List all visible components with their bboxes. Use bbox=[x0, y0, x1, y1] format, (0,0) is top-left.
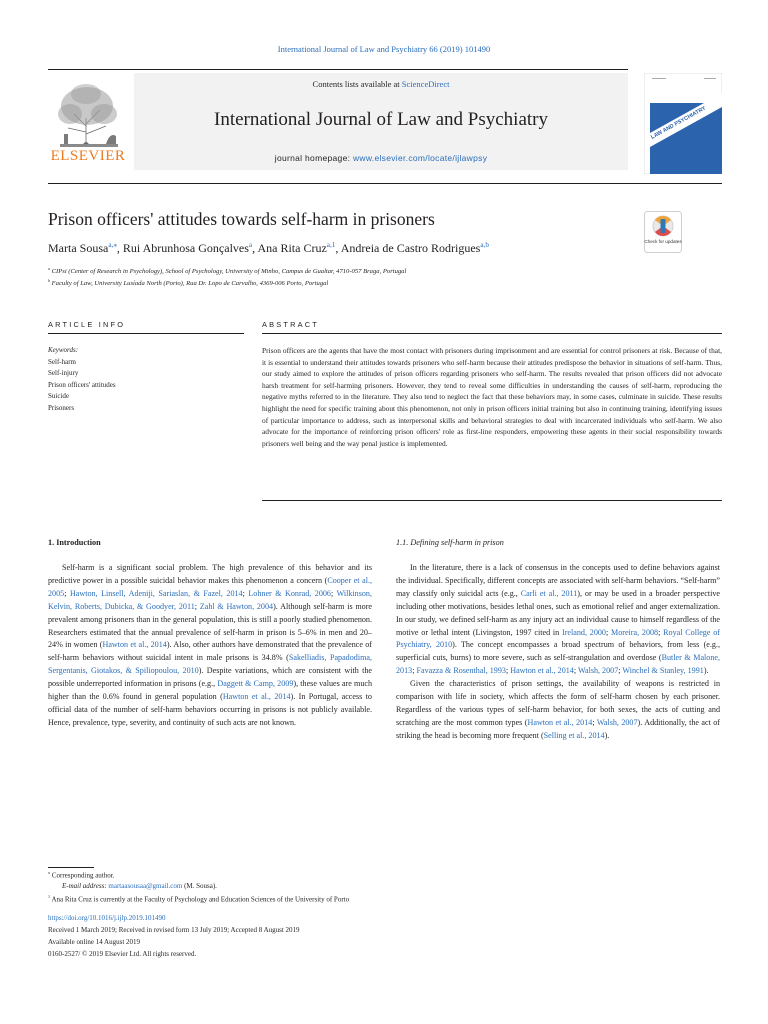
citation-link[interactable]: Hawton et al., 2014 bbox=[510, 666, 574, 676]
body-text: Self-harm is a significant social problem. The high prevalence of this behavior and its predictive power in a possible suicidal behavior makes this phenomenon a concern ( bbox=[48, 563, 372, 585]
affiliation-a bbox=[48, 266, 406, 275]
cover-title: LAW AND PSYCHIATRY bbox=[650, 105, 708, 141]
abstract-heading: ABSTRACT bbox=[262, 320, 320, 329]
footnote-rule bbox=[48, 867, 94, 868]
journal-cover-image[interactable] bbox=[644, 73, 722, 174]
email-label: E-mail address: bbox=[62, 882, 109, 890]
footnote-mark: 1 bbox=[48, 894, 51, 899]
body-text: ). bbox=[703, 666, 709, 676]
body-text: ). Despite variations, which are consistent with the possible underreported information in prisons (e.g., bbox=[48, 666, 373, 689]
author-name: Marta Sousa bbox=[48, 241, 109, 255]
article-info-heading: ARTICLE INFO bbox=[48, 320, 126, 329]
journal-title: International Journal of Law and Psychiatry bbox=[214, 109, 548, 130]
citation-link[interactable]: Hawton et al., 2014 bbox=[222, 692, 291, 702]
homepage-link[interactable]: www.elsevier.com/locate/ijlawpsy bbox=[352, 153, 488, 163]
paragraph bbox=[48, 562, 372, 730]
publisher-name: ELSEVIER bbox=[50, 148, 126, 164]
citation-link[interactable]: Ireland, 2000 bbox=[562, 627, 606, 637]
abstract-text: Prison officers are the agents that have the most contact with prisoners during imprisonment and are essential for control prisoners at risk. Because of that, it is essential to understand their attitudes towards prisoners who self-harm because their attitudes predispose the behavior in situations of self-harm. Thus, our study aimed to explore the attitudes of prison officers regarding prisoners who self-harm. The results revealed that prison officers did not advocate harsh treatment for self-harming prisoners. However, they tend to reveal some difficulties in understanding the causes of self-harm, reproducing the negative myths referred to in the literature. They also tend to neglect the fact that these behaviors may, in some cases, culminate in suicide. These results highlight the need for specific training about this phenomenon, not only in prison officers initial training but also in continuing training, identifying issues of particular importance to address, such as interpersonal skills and behavioral strategies to deal with incarcerated individuals who self-harm. We also advocate for the importance of reinforcing prison officers' role as first-line responders, empowering these agents in their social responsibility towards prisoners well being and the way penal justice is implemented. bbox=[262, 346, 722, 448]
body-text: ). bbox=[604, 730, 610, 740]
article-history: Received 1 March 2019; Received in revised form 13 July 2019; Accepted 8 August 2019 bbox=[48, 926, 300, 934]
citation-link[interactable]: Carli et al., 2011 bbox=[520, 588, 578, 598]
body-text: ), these values are much higher than the 0.6% found in general population ( bbox=[48, 679, 373, 702]
body-text: ; bbox=[64, 588, 70, 598]
body-text: ; bbox=[573, 666, 578, 676]
citation-link[interactable]: Hawton, Linsell, Adeniji, Sariaslan, & Fazel, 2014 bbox=[69, 588, 243, 598]
body-text: ). Although self-harm is more prevalent among prisoners than in the general population, this is still a poorly studied phenomenon. Researchers estimated that the annual prevalence of self-harm in prison is 5–6% in men and 20–24% in women ( bbox=[48, 601, 373, 650]
abstract-rule bbox=[262, 333, 722, 334]
author-name: Rui Abrunhosa Gonçalves bbox=[122, 241, 249, 255]
body-text: ), or may be used in a broader perspective including other motivations, besides lethal ones, such as emotional relief and anger externalization. In our study, we defined self-harm as any injury act an individual cause to himself regardless of the motive or lethal intent (Livingston, 1997 cited in bbox=[396, 588, 720, 637]
journal-citation-link[interactable]: International Journal of Law and Psychiatry 66 (2019) 101490 bbox=[277, 44, 491, 54]
paragraph bbox=[396, 678, 720, 743]
footnote-1 bbox=[48, 894, 349, 903]
footnote-mark: ⁎ bbox=[48, 870, 51, 875]
body-text: ). In Portugal, access to official data of the number of self-harm behaviors occurring in prisons is not publicly available. Hence, prevalence, type, severity, and continuity of such acts are not known. bbox=[48, 692, 372, 727]
subsection-body bbox=[396, 562, 720, 743]
citation-link[interactable]: Selling et al., 2014 bbox=[543, 730, 605, 740]
citation-link[interactable]: Moreira, 2008 bbox=[611, 627, 659, 637]
section-heading-introduction: 1. Introduction bbox=[48, 538, 101, 547]
citation-link[interactable]: Walsh, 2007 bbox=[577, 666, 619, 676]
author-name: Andreia de Castro Rodrigues bbox=[340, 241, 481, 255]
citation-link[interactable]: Walsh, 2007 bbox=[596, 717, 638, 727]
keyword-item: Prisoners bbox=[48, 403, 75, 412]
affiliation-label: b bbox=[48, 278, 50, 283]
citation-link[interactable]: Hawton et al., 2014 bbox=[527, 717, 593, 727]
citation-link[interactable]: Sakelliadis, Papadodima, Sergentanis, Giotakos, & Spiliopoulou, 2010 bbox=[48, 653, 372, 676]
body-text: ). Additionally, the act of striking the head is becoming more frequent ( bbox=[396, 717, 721, 740]
homepage-prefix: journal homepage: bbox=[274, 153, 353, 163]
available-online: Available online 14 August 2019 bbox=[48, 938, 141, 946]
keywords-label: Keywords: bbox=[48, 346, 79, 354]
keyword-item: Suicide bbox=[48, 392, 69, 401]
affiliation-b bbox=[48, 278, 328, 287]
body-text: In the literature, there is a lack of consensus in the concepts used to define behaviors against the individual. Specifically, different concepts are associated with self-harm behaviors. “Self-harm” may classify only suicidal acts (e.g., bbox=[396, 563, 720, 598]
body-text: ; bbox=[330, 588, 337, 598]
keyword-item: Prison officers' attitudes bbox=[48, 380, 116, 389]
body-text: ; bbox=[592, 717, 597, 727]
email-suffix: (M. Sousa). bbox=[182, 882, 217, 890]
contents-line bbox=[134, 79, 628, 89]
citation-link[interactable]: Zahl & Hawton, 2004 bbox=[199, 601, 274, 611]
keywords-block bbox=[48, 345, 116, 415]
body-text: ; bbox=[505, 666, 511, 676]
citation-link[interactable]: Hawton et al., 2014 bbox=[102, 640, 167, 650]
journal-homepage bbox=[134, 153, 628, 163]
doi-link[interactable]: https://doi.org/10.1016/j.ijlp.2019.101490 bbox=[48, 914, 166, 922]
footnote-email bbox=[62, 882, 217, 890]
citation-link[interactable]: Winchel & Stanley, 1991 bbox=[622, 666, 704, 676]
body-text: ; bbox=[242, 588, 249, 598]
paragraph bbox=[396, 562, 720, 678]
citation-link[interactable]: Wilkinson, Kelvin, Roberts, Dubicka, & Goodyer, 2011 bbox=[48, 588, 372, 611]
check-for-updates-label: Check for updates bbox=[644, 239, 682, 244]
body-text: ; bbox=[412, 666, 417, 676]
citation-link[interactable]: Favazza & Rosenthal, 1993 bbox=[416, 666, 506, 676]
keyword-item: Self-harm bbox=[48, 357, 76, 366]
citation-link[interactable]: Royal College of Psychiatry, 2010 bbox=[396, 627, 720, 650]
abstract-rule-bottom bbox=[262, 500, 722, 501]
footnote-text: Ana Rita Cruz is currently at the Faculty of Psychology and Education Sciences of the University of Porto bbox=[51, 895, 350, 904]
author-name: Ana Rita Cruz bbox=[257, 241, 327, 255]
author-affiliation-mark[interactable]: a,⁎ bbox=[108, 241, 117, 249]
footnote-text: Corresponding author. bbox=[51, 871, 115, 880]
body-text: ; bbox=[618, 666, 623, 676]
citation-link[interactable]: Butler & Malone, 2013 bbox=[396, 653, 721, 676]
body-text: ; bbox=[605, 627, 612, 637]
article-title: Prison officers' attitudes towards self-harm in prisoners bbox=[48, 209, 435, 229]
copyright: 0160-2527/ © 2019 Elsevier Ltd. All rights reserved. bbox=[48, 950, 197, 958]
check-for-updates-icon[interactable] bbox=[644, 211, 682, 253]
header-rule-bottom bbox=[48, 183, 722, 184]
author-list: Marta Sousa$^{a,⁎}$, Rui Abrunhosa Gonçalves$^a$, Ana Rita Cruz$^{a,1}$, Andreia de Castro Rodrigues$^{a,b}$ bbox=[48, 241, 489, 255]
citation-link[interactable]: Lohner & Konrad, 2006 bbox=[248, 588, 331, 598]
body-text: ; bbox=[194, 601, 200, 611]
subsection-heading-defining-self-harm: 1.1. Defining self-harm in prison bbox=[396, 538, 504, 547]
author-affiliation-mark[interactable]: a,1 bbox=[326, 241, 336, 249]
affiliation-text: CIPsi (Center of Research in Psychology), School of Psychology, University of Minho, Campus de Gualtar, 4710-057 Braga, Portugal bbox=[51, 268, 407, 276]
contents-prefix: Contents lists available at bbox=[312, 79, 402, 89]
footnote-corresponding bbox=[48, 870, 114, 879]
email-link[interactable]: martaasousaa@gmail.com bbox=[108, 882, 183, 890]
sciencedirect-link[interactable]: ScienceDirect bbox=[401, 79, 450, 89]
author-affiliation-mark[interactable]: a bbox=[248, 241, 253, 249]
introduction-body bbox=[48, 562, 372, 730]
citation-link[interactable]: Cooper et al., 2005 bbox=[48, 575, 372, 598]
header-rule-top bbox=[48, 69, 628, 70]
affiliation-text: Faculty of Law, University Lusíada North (Porto), Rua Dr. Lopo de Carvalho, 4369-006 Porto, Portugal bbox=[51, 280, 329, 288]
article-info-rule bbox=[48, 333, 244, 334]
citation-link[interactable]: Daggett & Camp, 2009 bbox=[217, 679, 294, 689]
keyword-item: Self-injury bbox=[48, 369, 79, 378]
body-text: Given the characteristics of prison settings, the availability of weapons is restricted in comparison with life in society, which affects the form of self-harm chosen by each prisoner. Regardless of the various types of self-harm behavior, for both sexes, the acts of cutting and scratching are the most common types ( bbox=[396, 679, 720, 727]
body-text: ). Also, other authors have demonstrated that the prevalence of self-harm behaviors without suicidal intent in male prisons is 34.8% ( bbox=[48, 640, 372, 663]
body-text: ; bbox=[658, 627, 664, 637]
body-text: ). The concept encompasses a broad spectrum of behaviors, from less (e.g., superficial cuts, burns) to more severe, such as self-strangulation and overdose ( bbox=[396, 640, 720, 663]
affiliation-label: a bbox=[48, 266, 50, 271]
author-affiliation-mark[interactable]: a,b bbox=[480, 241, 489, 249]
